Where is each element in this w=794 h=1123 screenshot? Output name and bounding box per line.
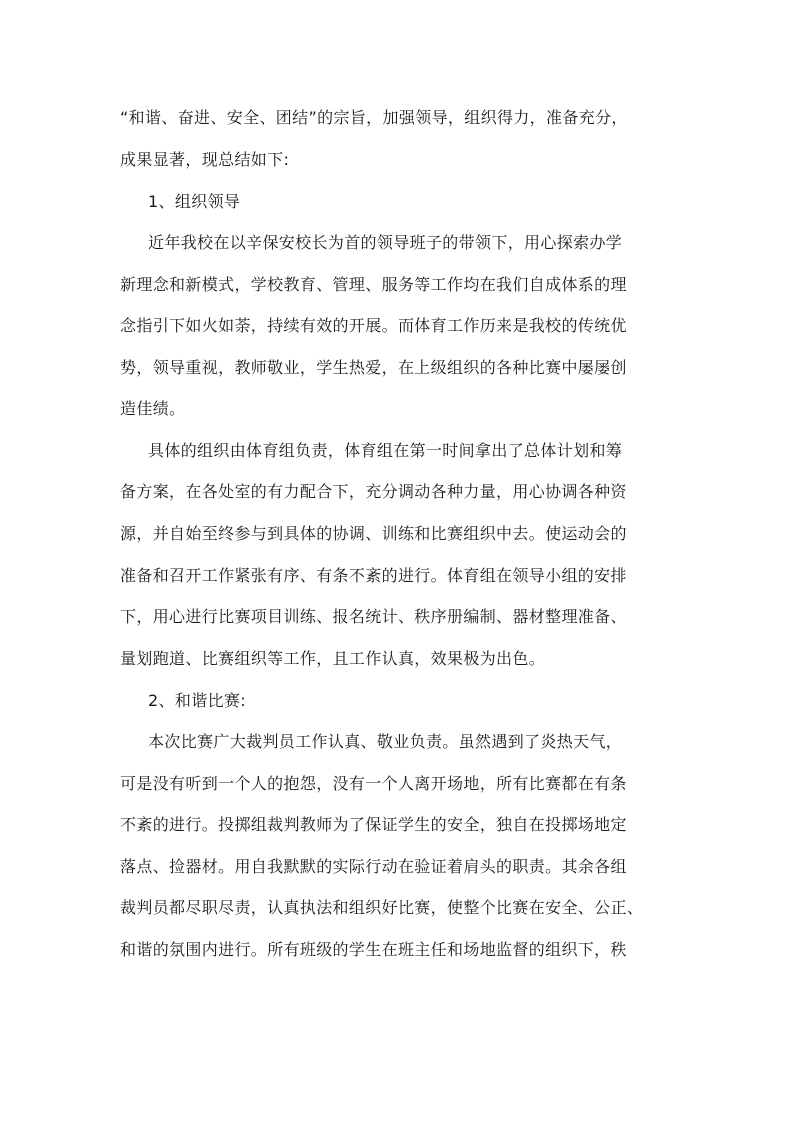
text-line: 本次比赛广大裁判员工作认真、敬业负责。虽然遇到了炎热天气，: [148, 732, 623, 751]
text-line: 造佳绩。: [120, 399, 186, 418]
text-line: 成果显著，现总结如下:: [120, 150, 290, 169]
text-line: 具体的组织由体育组负责，体育组在第一时间拿出了总体计划和筹: [148, 441, 623, 460]
text-line: 新理念和新模式，学校教育、管理、服务等工作均在我们自成体系的理: [120, 275, 627, 294]
text-line: 下，用心进行比赛项目训练、报名统计、秩序册编制、器材整理准备、: [120, 607, 627, 626]
text-line: 量划跑道、比赛组织等工作，且工作认真，效果极为出色。: [120, 649, 546, 668]
text-line: 不紊的进行。投掷组裁判教师为了保证学生的安全，独自在投掷场地定: [120, 815, 627, 834]
section-heading: 2、和谐比赛:: [148, 691, 247, 710]
text-line: 裁判员都尽职尽责，认真执法和组织好比赛，使整个比赛在安全、公正、: [120, 898, 644, 917]
text-line: 势，领导重视，教师敬业，学生热爱，在上级组织的各种比赛中屡屡创: [120, 358, 627, 377]
text-line: “和谐、奋进、安全、团结”的宗旨，加强领导，组织得力，准备充分，: [120, 108, 628, 127]
text-line: 准备和召开工作紧张有序、有条不紊的进行。体育组在领导小组的安排: [120, 566, 627, 585]
text-line: 念指引下如火如荼，持续有效的开展。而体育工作历来是我校的传统优: [120, 316, 627, 335]
text-line: 落点、捡器材。用自我默默的实际行动在验证着肩头的职责。其余各组: [120, 857, 627, 876]
text-line: 源，并自始至终参与到具体的协调、训练和比赛组织中去。使运动会的: [120, 524, 627, 543]
text-line: 和谐的氛围内进行。所有班级的学生在班主任和场地监督的组织下，秩: [120, 940, 627, 959]
section-heading: 1、组织领导: [148, 192, 241, 211]
text-line: 备方案，在各处室的有力配合下，充分调动各种力量，用心协调各种资: [120, 482, 627, 501]
text-line: 近年我校在以辛保安校长为首的领导班子的带领下，用心探索办学: [148, 233, 623, 252]
text-line: 可是没有听到一个人的抱怨，没有一个人离开场地，所有比赛都在有条: [120, 774, 627, 793]
